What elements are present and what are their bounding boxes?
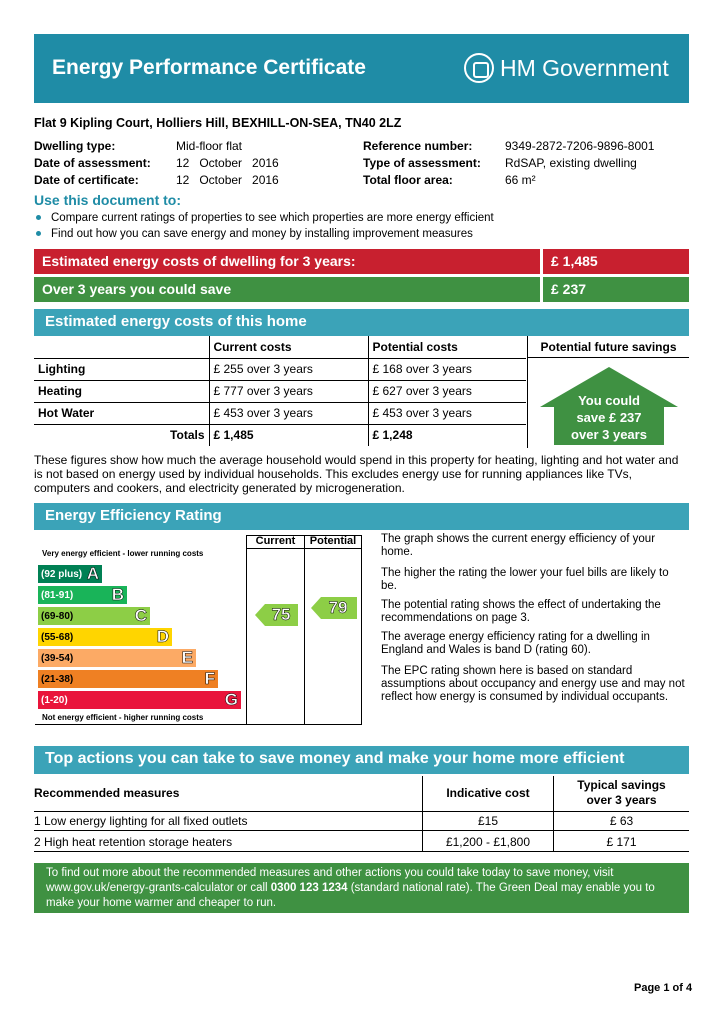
- band-b: (81-91) B: [38, 586, 127, 604]
- info-left: [34, 139, 279, 190]
- savings-header: Typical savings over 3 years: [577, 778, 666, 807]
- property-address: Flat 9 Kipling Court, Holliers Hill, BEXHILL-ON-SEA, TN40 2LZ: [34, 116, 402, 130]
- divider: [210, 336, 211, 358]
- rating-section-heading: Energy Efficiency Rating: [34, 503, 689, 530]
- table-row: Hot Water £ 453 over 3 years £ 453 over 3 years: [34, 402, 526, 424]
- potential-column-header: Potential: [309, 535, 357, 547]
- assessment-date-value: 12 October 2016: [176, 156, 279, 170]
- hm-government-logo: [464, 53, 669, 83]
- band-e: (39-54) E: [38, 649, 196, 667]
- certificate-date-label: Date of certificate:: [34, 173, 139, 187]
- reference-label: Reference number:: [363, 139, 473, 153]
- current-column-header: Current: [255, 535, 296, 547]
- table-row: 1 Low energy lighting for all fixed outlets £15 £ 63: [34, 812, 689, 831]
- estimated-costs-bar: [34, 249, 689, 274]
- rating-bottom-caption: Not energy efficient - higher running costs: [42, 713, 204, 722]
- actions-section-heading: Top actions you can take to save money and make your home more efficient: [34, 746, 689, 774]
- costs-note: These figures show how much the average household would spend in this property for heating, lighting and hot water and is not based on energy used by individual households. This excludes energy use for running appliances like TVs, computers and cookers, and electricity generated by microgeneration.: [34, 453, 679, 495]
- band-f: (21-38) F: [38, 670, 218, 688]
- potential-rating-value: 79: [328, 598, 348, 617]
- current-costs-header: Current costs: [209, 336, 368, 358]
- costs-section-heading: Estimated energy costs of this home: [34, 309, 689, 336]
- bullet-dot-icon: [36, 215, 41, 220]
- future-savings-header: Potential future savings: [528, 336, 689, 358]
- bullet-item: Find out how you can save energy and money by installing improvement measures: [36, 228, 473, 240]
- info-footer-box: To find out more about the recommended measures and other actions you could take today to save money, visit www.gov.uk/energy-grants-calculator or call 0300 123 1234 (standard national rate). The Green Deal may enable you to make your home warmer and cheaper to run.: [34, 863, 689, 913]
- use-heading: Use this document to:: [34, 192, 182, 208]
- assessment-date-label: Date of assessment:: [34, 156, 151, 170]
- reference-value: 9349-2872-7206-9896-8001: [505, 139, 655, 153]
- rating-note: The graph shows the current energy efficiency of your home.: [381, 533, 656, 558]
- rating-note: The potential rating shows the effect of undertaking the recommendations on page 3.: [381, 599, 661, 624]
- band-g: (1-20) G: [38, 691, 241, 709]
- floor-area-label: Total floor area:: [363, 173, 453, 187]
- rating-note: The average energy efficiency rating for a dwelling in England and Wales is band D (rating 60).: [381, 631, 650, 656]
- costs-table: [34, 336, 526, 446]
- rating-note: The EPC rating shown here is based on standard assumptions about occupancy and energy use and may not reflect how energy is consumed by individual occupants.: [381, 665, 685, 703]
- dwelling-type-label: Dwelling type:: [34, 139, 116, 153]
- cost-header: Indicative cost: [446, 786, 530, 800]
- savings-bar: [34, 277, 689, 302]
- totals-row: Totals £ 1,485 £ 1,248: [34, 424, 526, 446]
- band-a: (92 plus) A: [38, 565, 102, 583]
- bullet-dot-icon: [36, 231, 41, 236]
- floor-area-value: 66 m²: [505, 173, 536, 187]
- actions-header-row: [34, 776, 689, 812]
- brand-text: HM Government: [500, 54, 669, 81]
- savings-label: Over 3 years you could save: [34, 277, 543, 302]
- phone-number: 0300 123 1234: [270, 882, 348, 894]
- assessment-type-value: RdSAP, existing dwelling: [505, 156, 637, 170]
- table-row: Lighting £ 255 over 3 years £ 168 over 3 years: [34, 358, 526, 380]
- rating-note: The higher the rating the lower your fuel bills are likely to be.: [381, 567, 669, 592]
- bullet-item: Compare current ratings of properties to see which properties are more energy efficient: [36, 212, 494, 224]
- potential-costs-header: Potential costs: [372, 339, 458, 354]
- table-row: Heating £ 777 over 3 years £ 627 over 3 years: [34, 380, 526, 402]
- rating-top-caption: Very energy efficient - lower running costs: [42, 549, 204, 558]
- estimated-costs-label: Estimated energy costs of dwelling for 3 years:: [34, 249, 543, 274]
- savings-value: £ 237: [551, 281, 587, 297]
- band-c: (69-80) C: [38, 607, 150, 625]
- assessment-type-label: Type of assessment:: [363, 156, 481, 170]
- info-right: [363, 139, 654, 190]
- savings-arrow-text: You could save £ 237 over 3 years: [571, 393, 647, 442]
- band-d: (55-68) D: [38, 628, 172, 646]
- dwelling-type-value: Mid-floor flat: [176, 139, 243, 153]
- table-row: 2 High heat retention storage heaters £1,200 - £1,800 £ 171: [34, 831, 689, 852]
- current-rating-value: 75: [271, 605, 291, 624]
- measures-header: Recommended measures: [34, 786, 180, 800]
- certificate-date-value: 12 October 2016: [176, 173, 279, 187]
- page-number: Page 1 of 4: [634, 982, 693, 994]
- page-title: Energy Performance Certificate: [52, 56, 366, 79]
- estimated-costs-value: £ 1,485: [551, 253, 598, 269]
- crest-icon: [464, 53, 494, 83]
